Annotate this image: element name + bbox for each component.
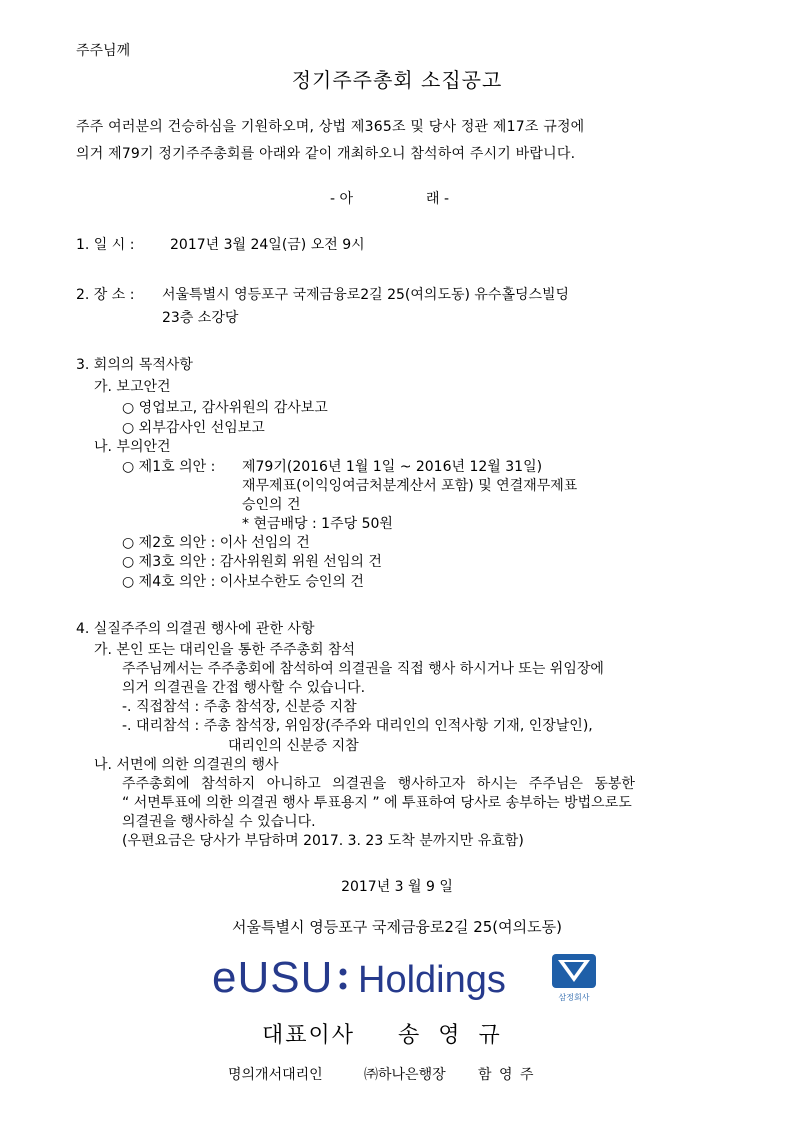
section4-na-line-3: 의결권을 행사하실 수 있습니다. [122, 814, 316, 830]
proxy-attendance: -. 대리참석 : 주총 참석장, 위임장(주주와 대리인의 인적사항 기재, 인장날인), [122, 718, 593, 734]
agenda1-dividend: * 현금배당 : 1주당 50원 [242, 516, 393, 532]
section2-value-2: 23층 소강당 [162, 310, 239, 326]
section3-heading: 3. 회의의 목적사항 [76, 357, 193, 373]
agenda1-label: ○ 제1호 의안 : [122, 459, 216, 475]
section4-na-line-1: 주주총회에 참석하지 아니하고 의결권을 행사하고자 하시는 주주님은 동봉한 [122, 776, 635, 792]
section4-ga: 가. 본인 또는 대리인을 통한 주주총회 참석 [94, 642, 356, 658]
svg-text:Holdings: Holdings [358, 959, 506, 1001]
section2-value: 서울특별시 영등포구 국제금융로2길 25(여의도동) 유수홀딩스빌딩 [162, 287, 570, 303]
section4-ga-line-1: 주주님께서는 주주총회에 참석하여 의결권을 직접 행사 하시거나 또는 위임장에 [122, 661, 604, 677]
section3-ga-item-1: ○ 영업보고, 감사위원의 감사보고 [122, 400, 328, 416]
ahrae-left: - 아 [330, 191, 354, 207]
ceo-name: 송 영 규 [398, 1023, 502, 1048]
agenda4: ○ 제4호 의안 : 이사보수한도 승인의 건 [122, 574, 364, 590]
ahrae-right: 래 - [426, 191, 450, 207]
direct-attendance: -. 직접참석 : 주총 참석장, 신분증 지참 [122, 699, 357, 715]
company-logo [212, 950, 602, 1002]
section4-ga-line-2: 의거 의결권을 간접 행사할 수 있습니다. [122, 680, 366, 696]
section4-heading: 4. 실질주주의 의결권 행사에 관한 사항 [76, 621, 315, 637]
ceo-title: 대표이사 [262, 1023, 356, 1048]
eusu-holdings-logo [212, 950, 602, 1002]
section4-na-line-2: “ 서면투표에 의한 의결권 행사 투표용지 ” 에 투표하여 당사로 송부하는 방법으로도 [122, 795, 632, 811]
transfer-agent-label: 명의개서대리인 [228, 1067, 323, 1083]
section2-label: 2. 장 소 : [76, 287, 135, 303]
salutation: 주주님께 [76, 43, 131, 59]
section1-value: 2017년 3월 24일(금) 오전 9시 [170, 237, 365, 253]
svg-text:eUSU: eUSU [212, 953, 334, 1002]
svg-text:삼정회사: 삼정회사 [558, 993, 590, 1002]
section1-label: 1. 일 시 : [76, 237, 135, 253]
page-title: 정기주주총회 소집공고 [291, 68, 503, 92]
listed-company-seal-icon [552, 954, 596, 1002]
agenda1-line-3: 승인의 건 [242, 497, 301, 513]
section4-na: 나. 서면에 의한 의결권의 행사 [94, 757, 279, 773]
agenda1-line-1: 제79기(2016년 1월 1일 ~ 2016년 12월 31일) [242, 459, 543, 475]
intro-line-2: 의거 제79기 정기주주총회를 아래와 같이 개최하오니 참석하여 주시기 바랍니다. [76, 146, 576, 162]
transfer-agent-bank: ㈜하나은행장 [364, 1067, 446, 1083]
company-address: 서울특별시 영등포구 국제금융로2길 25(여의도동) [232, 918, 562, 936]
section4-na-line-4: (우편요금은 당사가 부담하며 2017. 3. 23 도착 분까지만 유효함) [122, 833, 524, 849]
intro-line-1: 주주 여러분의 건승하심을 기원하오며, 상법 제365조 및 당사 정관 제17조 규정에 [76, 119, 585, 135]
agenda3: ○ 제3호 의안 : 감사위원회 위원 선임의 건 [122, 554, 382, 570]
proxy-attendance-2: 대리인의 신분증 지참 [228, 738, 359, 754]
section3-na: 나. 부의안건 [94, 439, 171, 455]
agenda1-line-2: 재무제표(이익잉여금처분계산서 포함) 및 연결재무제표 [242, 478, 578, 494]
notice-date: 2017년 3 월 9 일 [341, 879, 453, 895]
section3-ga: 가. 보고안건 [94, 379, 171, 395]
section3-ga-item-2: ○ 외부감사인 선임보고 [122, 420, 265, 436]
agenda2: ○ 제2호 의안 : 이사 선임의 건 [122, 535, 310, 551]
transfer-agent-name: 함 영 주 [478, 1067, 534, 1083]
